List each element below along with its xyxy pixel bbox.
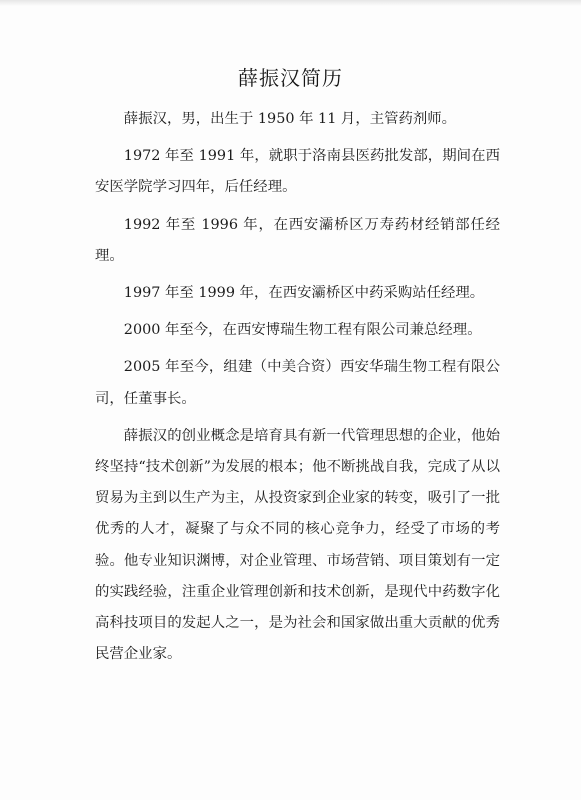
paragraph-2000-present: 2000 年至今，在西安博瑞生物工程有限公司兼总经理。 bbox=[123, 322, 482, 339]
paragraph-2005-present: 2005 年至今，组建（中美合资）西安华瑞生物工程有限公司，任董事长。 bbox=[95, 359, 500, 407]
paragraph-1997-1999: 1997 年至 1999 年，在西安灞桥区中药采购站任经理。 bbox=[123, 285, 485, 302]
scan-edge-shadow bbox=[0, 0, 581, 6]
paragraph-1992-1996: 1992 年至 1996 年，在西安灞桥区万寿药材经销部任经理。 bbox=[95, 216, 500, 264]
paragraph-business-philosophy: 薛振汉的创业概念是培育具有新一代管理思想的企业，他始终坚持“技术创新”为发展的根本；他不断挑战自我，完成了从以贸易为主到以生产为主，从投资家到企业家的转变，吸引了一批优秀的人才，凝聚了与众不同的核心竞争力，经受了市场的考验。他专业知识渊博，对企业管理、市场营销、项目策划有一定的实践经验，注重企业管理创新和技术创新，是现代中药数字化高科技项目的发起人之一，是为社会和国家做出重大贡献的优秀民营企业家。 bbox=[95, 427, 500, 663]
resume-body bbox=[95, 104, 500, 670]
document-title: 薛振汉简历 bbox=[238, 66, 343, 90]
paragraph-1972-1991: 1972 年至 1991 年，就职于洛南县医药批发部，期间在西安医学院学习四年，后任经理。 bbox=[95, 148, 500, 196]
paragraph-basic-info: 薛振汉，男，出生于 1950 年 11 月，主管药剂师。 bbox=[123, 111, 457, 127]
